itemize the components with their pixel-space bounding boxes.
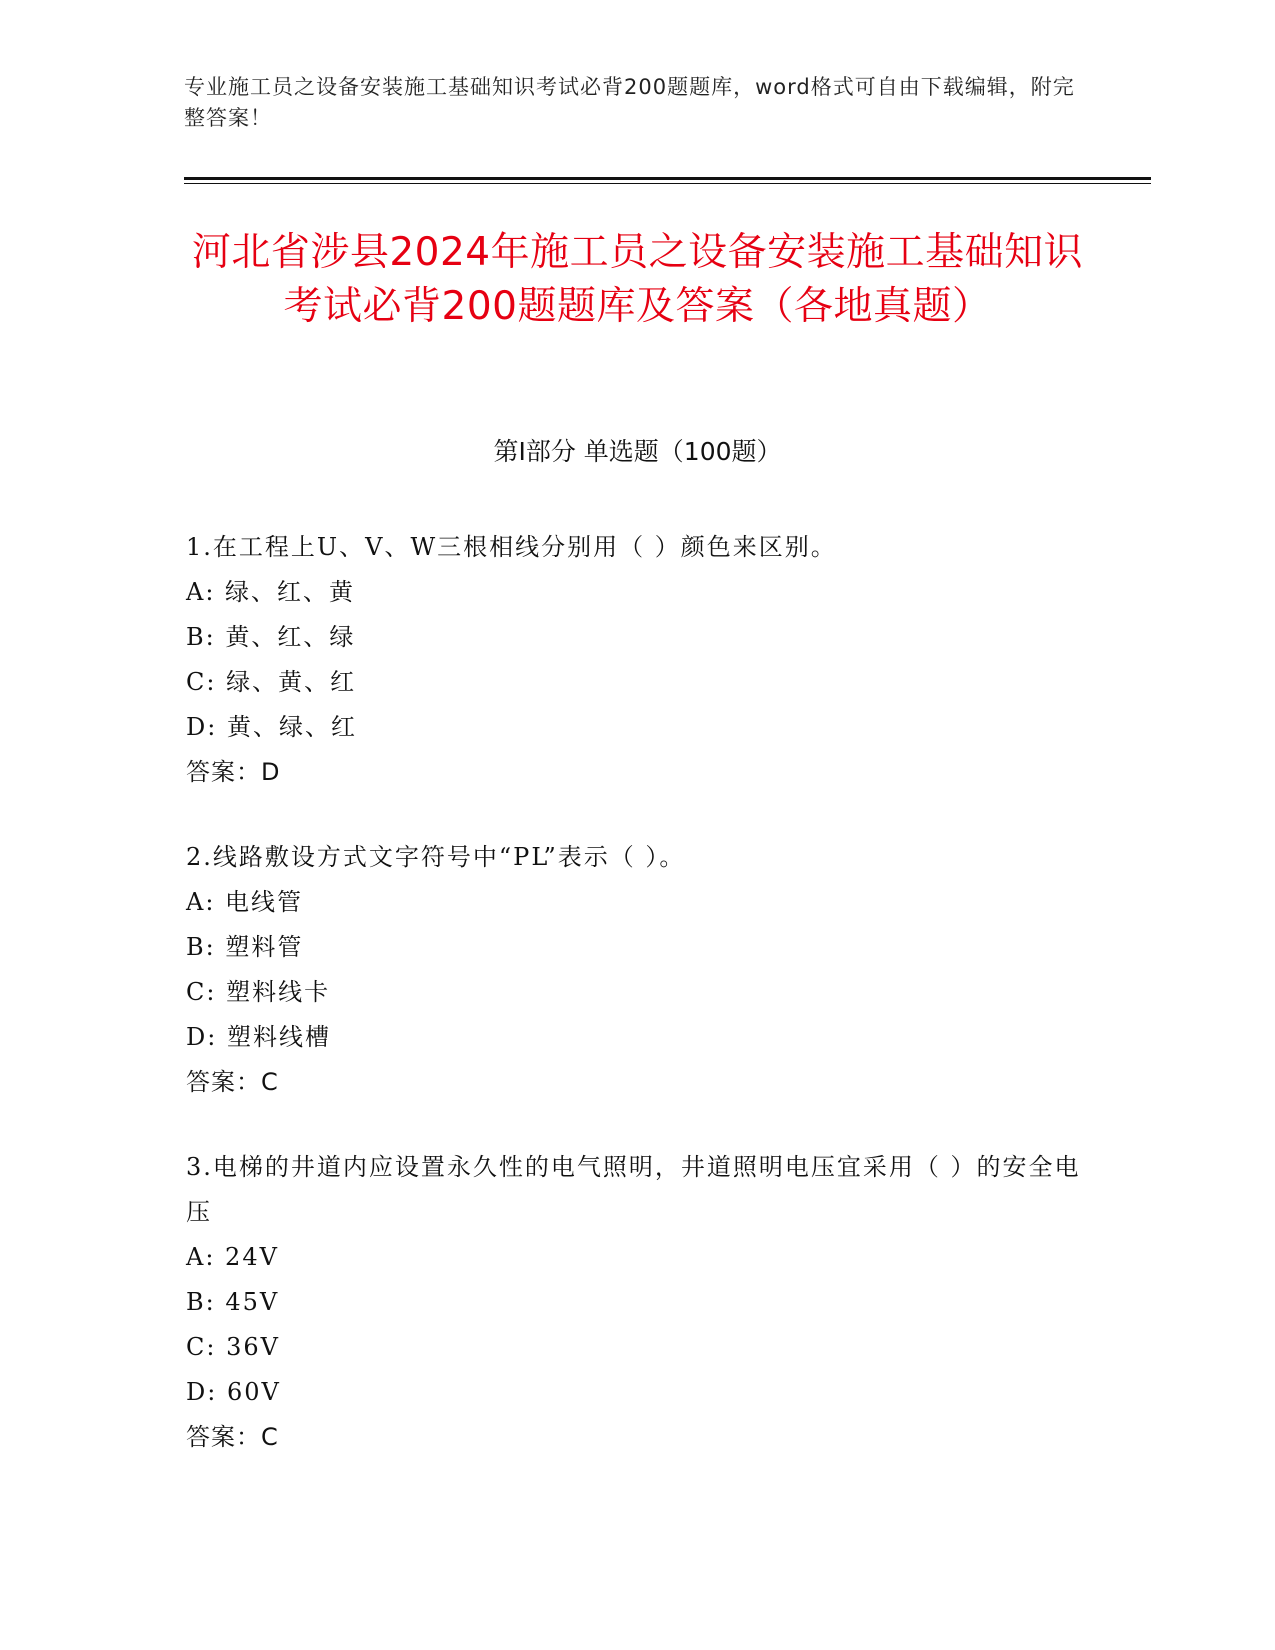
option-b: B: 黄、红、绿 — [186, 623, 356, 651]
question-list — [186, 525, 1086, 1500]
answer: 答案：C — [186, 1423, 279, 1451]
question-3 — [186, 1145, 1086, 1460]
option-b: B: 45V — [186, 1288, 280, 1316]
option-d: D: 塑料线槽 — [186, 1023, 331, 1051]
header-divider-thin — [184, 183, 1151, 184]
option-d: D: 黄、绿、红 — [186, 713, 357, 741]
question-stem: 3.电梯的井道内应设置永久性的电气照明，井道照明电压宜采用（ ）的安全电压 — [186, 1153, 1081, 1226]
option-a: A: 24V — [186, 1243, 279, 1271]
option-c: C: 绿、黄、红 — [186, 668, 357, 696]
section-title: 第Ⅰ部分 单选题（100题） — [493, 437, 782, 466]
question-stem: 1.在工程上U、V、W三根相线分别用（ ）颜色来区别。 — [186, 533, 837, 561]
question-stem: 2.线路敷设方式文字符号中“PL”表示（ ）。 — [186, 843, 686, 871]
option-d: D: 60V — [186, 1378, 281, 1406]
question-2 — [186, 835, 1086, 1105]
option-c: C: 塑料线卡 — [186, 978, 331, 1006]
question-1 — [186, 525, 1086, 795]
header-note: 专业施工员之设备安装施工基础知识考试必背200题题库，word格式可自由下载编辑，附完整答案！ — [184, 75, 1075, 130]
header-divider-thick — [184, 177, 1151, 180]
document-title: 河北省涉县2024年施工员之设备安装施工基础知识考试必背200题题库及答案（各地真题） — [191, 230, 1084, 329]
option-b: B: 塑料管 — [186, 933, 304, 961]
answer: 答案：C — [186, 1068, 279, 1096]
option-a: A: 电线管 — [186, 888, 304, 916]
option-c: C: 36V — [186, 1333, 280, 1361]
answer: 答案：D — [186, 758, 281, 786]
option-a: A: 绿、红、黄 — [186, 578, 356, 606]
